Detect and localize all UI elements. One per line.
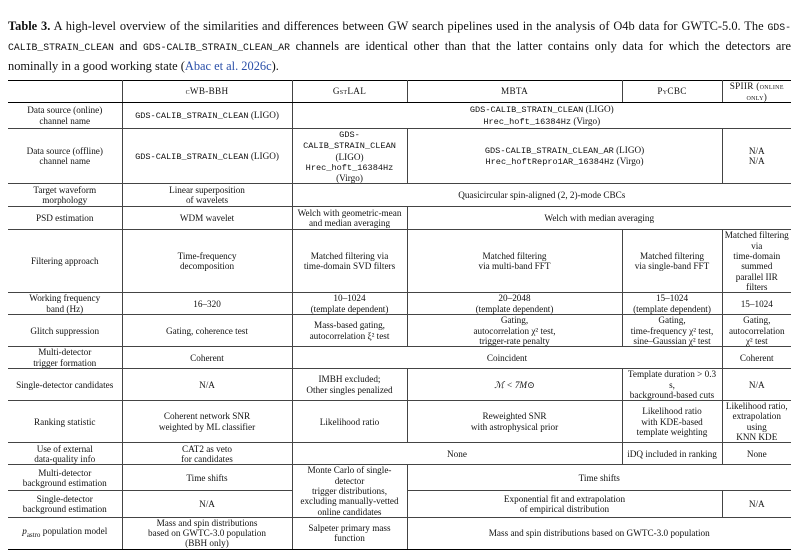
- table-row: [8, 184, 791, 207]
- row-label-bg-single: Single-detector background estimation: [8, 491, 122, 518]
- table-row: [8, 401, 791, 443]
- cell-freq-gstlal: 10–1024 (template dependent): [292, 293, 407, 315]
- cell-dq-pycbc: iDQ included in ranking: [622, 443, 722, 465]
- pipeline-comparison-table: [8, 80, 791, 550]
- caption-channel-2: GDS-CALIB_STRAIN_CLEAN_AR: [143, 42, 290, 53]
- cell-rank-gstlal: Likelihood ratio: [292, 401, 407, 443]
- cell-filter-mbta: Matched filtering via multi-band FFT: [407, 230, 622, 293]
- cell-glitch-mbta: Gating, autocorrelation χ² test, trigger-rate penalty: [407, 315, 622, 347]
- table-row: [8, 347, 791, 369]
- row-label-multi: Multi-detector trigger formation: [8, 347, 122, 369]
- cell-psd-rest: Welch with median averaging: [407, 207, 791, 230]
- cell-filter-cwb: Time-frequency decomposition: [122, 230, 292, 293]
- cell-ds-offline-mbta-pycbc: GDS-CALIB_STRAIN_CLEAN_AR (LIGO) Hrec_hoftRepro1AR_16384Hz (Virgo): [407, 129, 722, 184]
- header-row: [8, 81, 791, 103]
- cell-psd-cwb: WDM wavelet: [122, 207, 292, 230]
- row-label-freq: Working frequency band (Hz): [8, 293, 122, 315]
- header-gstlal: GstLAL: [292, 81, 407, 103]
- cell-freq-pycbc: 15–1024 (template dependent): [622, 293, 722, 315]
- cell-single-mbta: ℳ < 7M⊙: [407, 369, 622, 401]
- cell-rank-mbta: Reweighted SNR with astrophysical prior: [407, 401, 622, 443]
- cell-multi-spiir: Coherent: [722, 347, 791, 369]
- row-label-bg-multi: Multi-detector background estimation: [8, 465, 122, 491]
- cell-pastro-cwb: Mass and spin distributions based on GWTC-3.0 population (BBH only): [122, 517, 292, 549]
- caption-channel-1: GDS-CALIB_STRAIN_CLEAN: [8, 22, 792, 53]
- cell-filter-spiir: Matched filtering via time-domain summed parallel IIR filters: [722, 230, 791, 293]
- row-label-ds-offline: Data source (offline) channel name: [8, 129, 122, 184]
- table-row: [8, 369, 791, 401]
- row-label-target: Target waveform morphology: [8, 184, 122, 207]
- table-row: [8, 207, 791, 230]
- cell-target-rest: Quasicircular spin-aligned (2, 2)-mode CBCs: [292, 184, 791, 207]
- table-row: [8, 103, 791, 129]
- table-row: [8, 517, 791, 549]
- table-row: [8, 230, 791, 293]
- header-pycbc: PyCBC: [622, 81, 722, 103]
- header-cwb: cWB-BBH: [122, 81, 292, 103]
- cell-bg-multi-cwb: Time shifts: [122, 465, 292, 491]
- cell-glitch-spiir: Gating, autocorrelation χ² test: [722, 315, 791, 347]
- cell-bg-single-mbta-pycbc: Exponential fit and extrapolation of empirical distribution: [407, 491, 722, 518]
- header-empty: [8, 81, 122, 103]
- cell-glitch-cwb: Gating, coherence test: [122, 315, 292, 347]
- cell-filter-pycbc: Matched filtering via single-band FFT: [622, 230, 722, 293]
- row-label-filter: Filtering approach: [8, 230, 122, 293]
- cell-rank-spiir: Likelihood ratio, extrapolation using KNN KDE: [722, 401, 791, 443]
- cell-glitch-gstlal: Mass-based gating, autocorrelation ξ² test: [292, 315, 407, 347]
- cell-bg-single-cwb: N/A: [122, 491, 292, 518]
- row-label-rank: Ranking statistic: [8, 401, 122, 443]
- table-row: [8, 465, 791, 491]
- cell-bg-gstlal: Monte Carlo of single-detector trigger distributions, excluding manually-vetted online candidates: [292, 465, 407, 517]
- cell-rank-cwb: Coherent network SNR weighted by ML classifier: [122, 401, 292, 443]
- table-row: [8, 293, 791, 315]
- cell-single-spiir: N/A: [722, 369, 791, 401]
- cell-freq-spiir: 15–1024: [722, 293, 791, 315]
- table-row: [8, 315, 791, 347]
- caption-and: and: [119, 39, 138, 53]
- table-row: [8, 443, 791, 465]
- row-label-psd: PSD estimation: [8, 207, 122, 230]
- caption-text-1: A high-level overview of the similarities and differences between GW search pipelines used in the analysis of O4b data for GWTC-5.0. The: [53, 19, 764, 33]
- header-mbta: MBTA: [407, 81, 622, 103]
- caption-text-2: channels are identical other than that the latter contains only data for which the detectors are nominally in a good working state (: [8, 39, 791, 73]
- caption-citation-link[interactable]: Abac et al. 2026c: [184, 59, 272, 73]
- caption-text-3: ).: [271, 59, 279, 73]
- cell-single-cwb: N/A: [122, 369, 292, 401]
- cell-bg-multi-rest: Time shifts: [407, 465, 791, 491]
- cell-ds-online-rest: GDS-CALIB_STRAIN_CLEAN (LIGO) Hrec_hoft_16384Hz (Virgo): [292, 103, 791, 129]
- cell-dq-cwb: CAT2 as veto for candidates: [122, 443, 292, 465]
- table-row: [8, 129, 791, 184]
- row-label-single: Single-detector candidates: [8, 369, 122, 401]
- cell-ds-online-cwb: GDS-CALIB_STRAIN_CLEAN (LIGO): [122, 103, 292, 129]
- row-label-glitch: Glitch suppression: [8, 315, 122, 347]
- row-label-pastro: $p_{astro}$ population model: [8, 517, 122, 549]
- caption-label: Table 3.: [8, 19, 51, 33]
- cell-pastro-gstlal: Salpeter primary mass function: [292, 517, 407, 549]
- cell-dq-spiir: None: [722, 443, 791, 465]
- cell-multi-cwb: Coherent: [122, 347, 292, 369]
- cell-multi-mid: Coincident: [292, 347, 722, 369]
- cell-filter-gstlal: Matched filtering via time-domain SVD filters: [292, 230, 407, 293]
- cell-ds-offline-gstlal: GDS-CALIB_STRAIN_CLEAN (LIGO) Hrec_hoft_16384Hz (Virgo): [292, 129, 407, 184]
- cell-freq-mbta: 20–2048 (template dependent): [407, 293, 622, 315]
- cell-single-gstlal: IMBH excluded; Other singles penalized: [292, 369, 407, 401]
- cell-ds-offline-cwb: GDS-CALIB_STRAIN_CLEAN (LIGO): [122, 129, 292, 184]
- table-caption: [8, 17, 791, 75]
- cell-pastro-rest: Mass and spin distributions based on GWTC-3.0 population: [407, 517, 791, 549]
- cell-single-pycbc: Template duration > 0.3 s, background-based cuts: [622, 369, 722, 401]
- cell-psd-gstlal: Welch with geometric-mean and median averaging: [292, 207, 407, 230]
- cell-target-cwb: Linear superposition of wavelets: [122, 184, 292, 207]
- cell-rank-pycbc: Likelihood ratio with KDE-based template weighting: [622, 401, 722, 443]
- cell-freq-cwb: 16–320: [122, 293, 292, 315]
- cell-bg-single-spiir: N/A: [722, 491, 791, 518]
- row-label-dq: Use of external data-quality info: [8, 443, 122, 465]
- cell-ds-offline-spiir: N/A N/A: [722, 129, 791, 184]
- row-label-ds-online: Data source (online) channel name: [8, 103, 122, 129]
- header-spiir: SPIIR (online only): [722, 81, 791, 103]
- cell-glitch-pycbc: Gating, time-frequency χ² test, sine–Gaussian χ² test: [622, 315, 722, 347]
- cell-dq-mid: None: [292, 443, 622, 465]
